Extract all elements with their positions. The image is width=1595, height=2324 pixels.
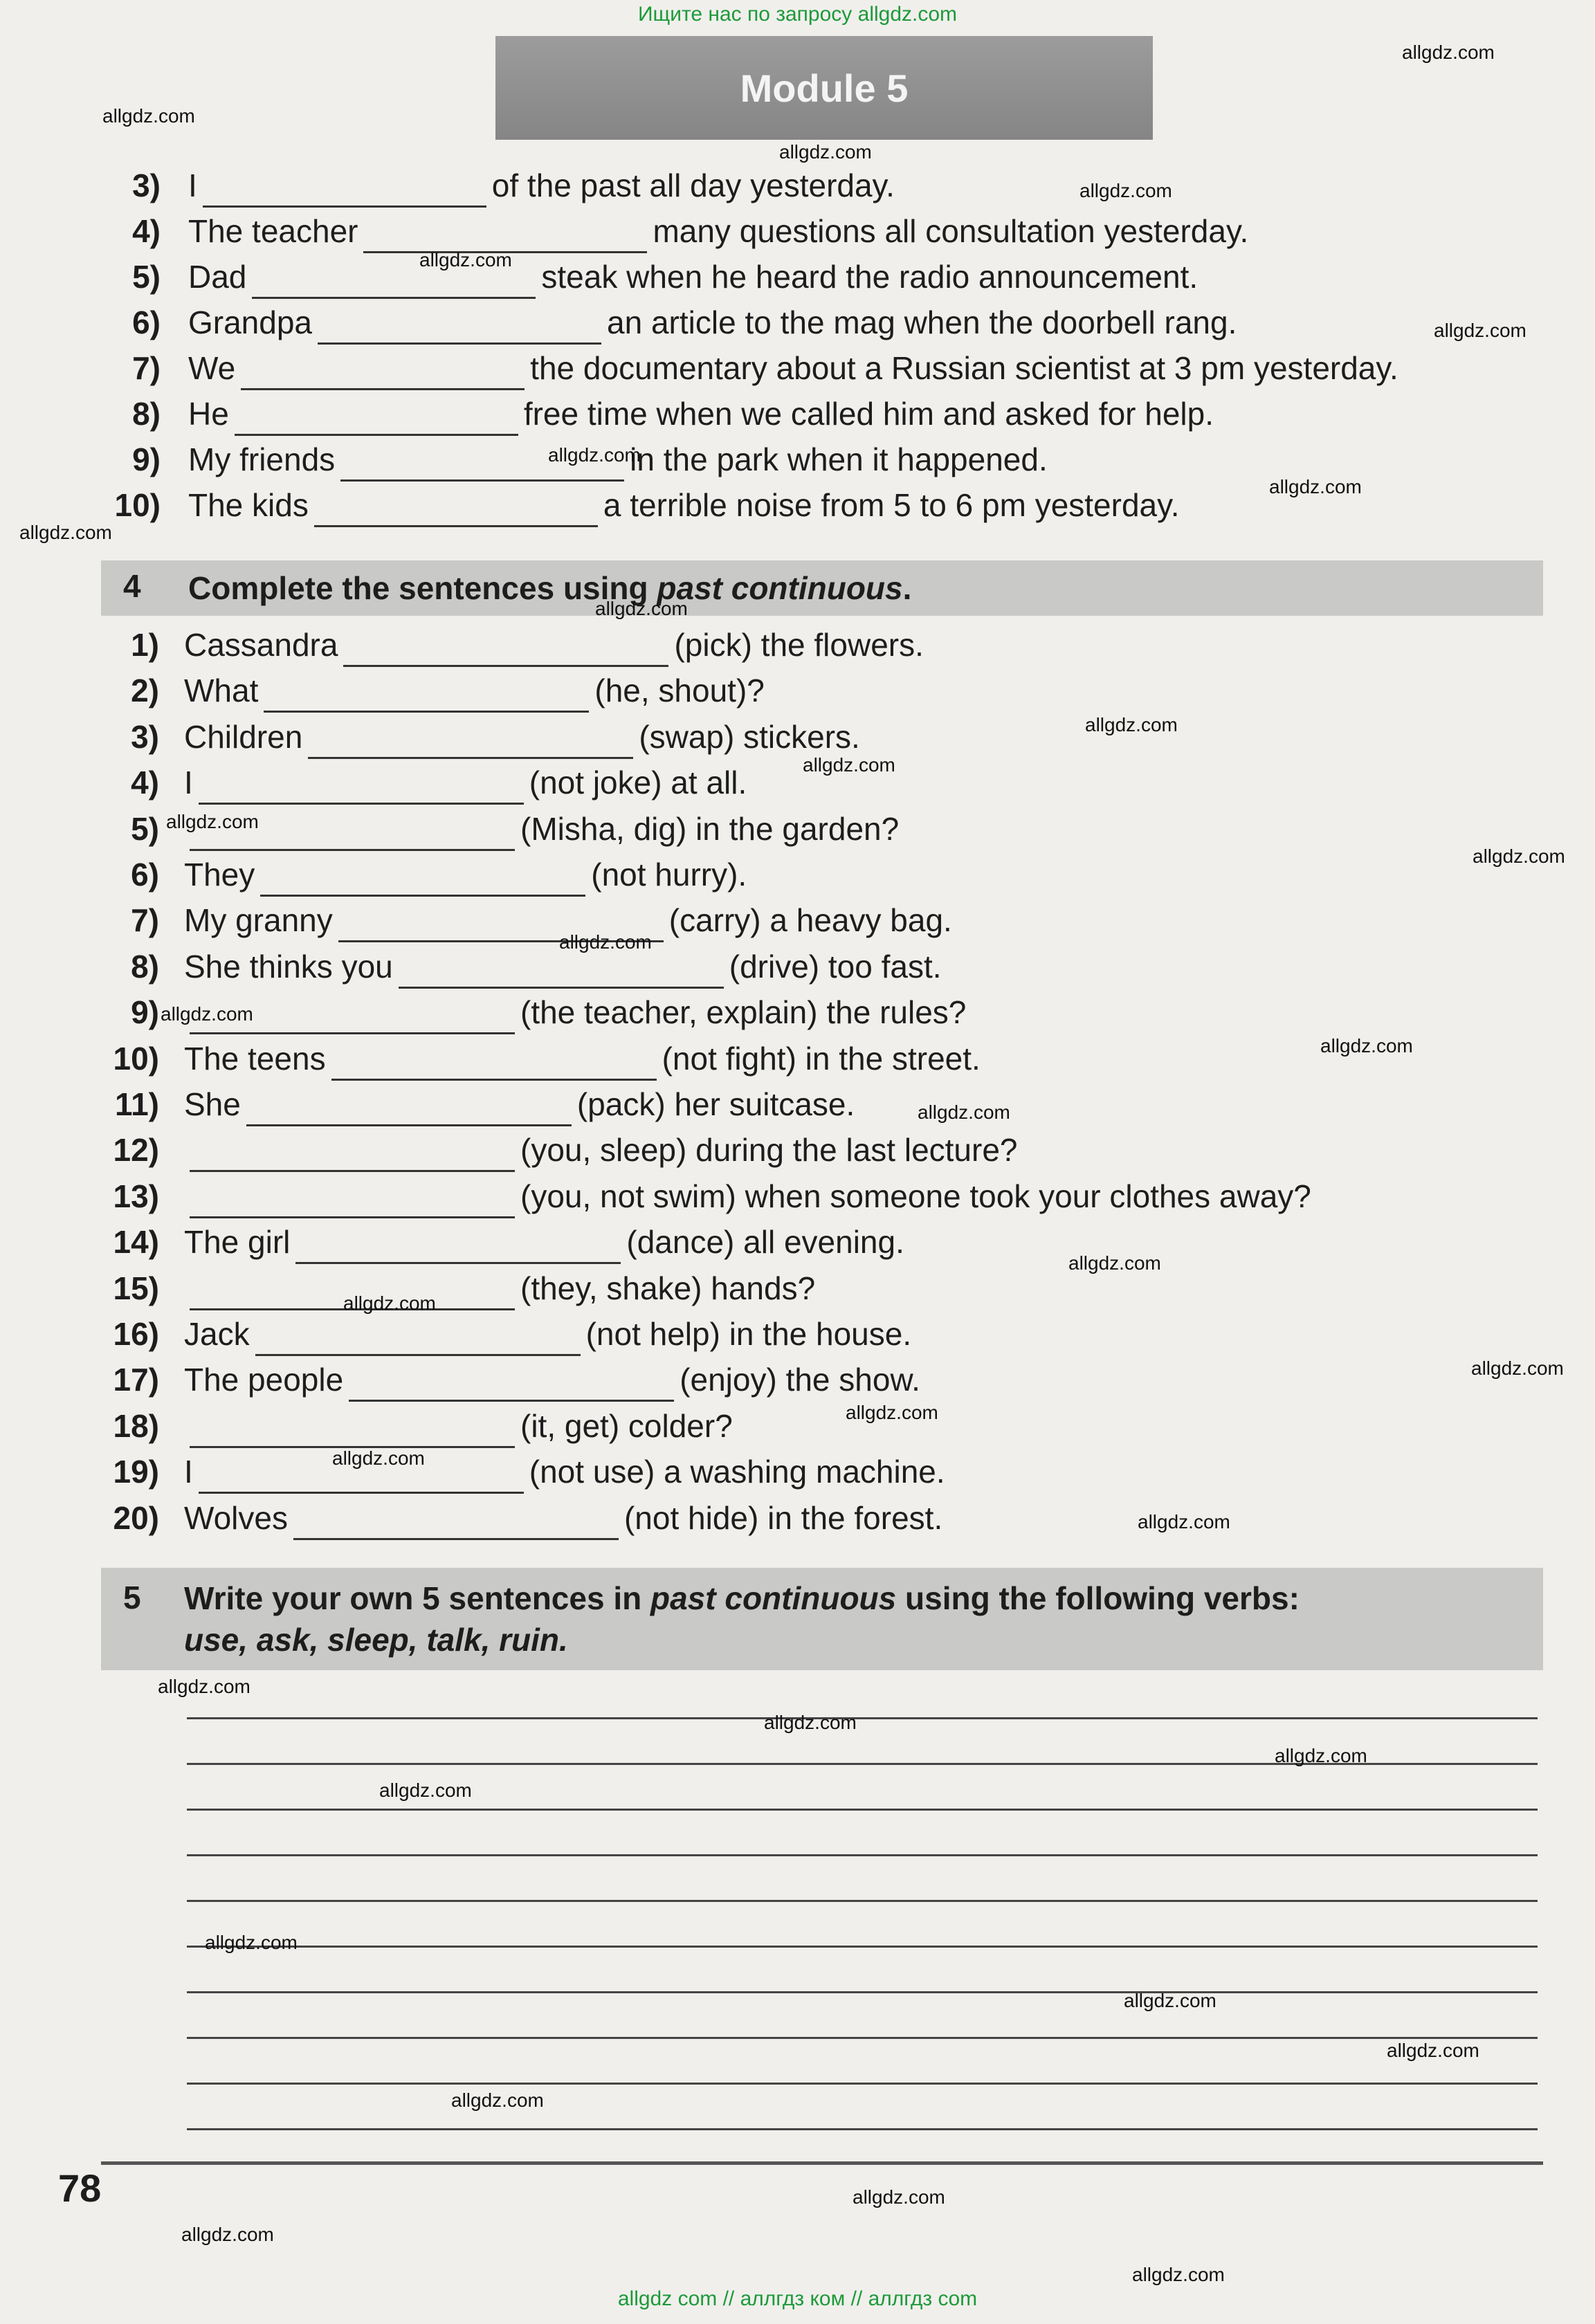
- watermark-link[interactable]: allgdz.com: [1387, 2040, 1479, 2061]
- ex4-item-end: (not joke) at all.: [529, 765, 747, 801]
- writing-line[interactable]: [187, 1717, 1538, 1719]
- ex4-item: [0, 852, 1595, 897]
- ex3-item-sentence: [188, 255, 1198, 299]
- ex3-item: [0, 209, 1595, 253]
- watermark-link[interactable]: allgdz.com: [158, 1676, 250, 1697]
- ex4-item-start: Jack: [184, 1316, 250, 1352]
- ex4-item-number: 10): [113, 1040, 159, 1077]
- ex4-item-number: 7): [131, 902, 159, 939]
- watermark-link[interactable]: allgdz.com: [559, 931, 652, 953]
- ex4-answer-blank[interactable]: [190, 1140, 515, 1172]
- ex4-item-end: (drive) too fast.: [729, 948, 942, 985]
- ex3-item: [0, 300, 1595, 345]
- ex4-item-sentence: [184, 1404, 733, 1448]
- ex4-item-end: (they, shake) hands?: [520, 1270, 816, 1306]
- watermark-link[interactable]: allgdz.com: [419, 249, 512, 271]
- ex3-item-sentence: [188, 392, 1214, 436]
- ex3-item-sentence: [188, 209, 1248, 253]
- ex3-item-start: We: [188, 350, 236, 386]
- watermark-link[interactable]: allgdz.com: [1275, 1745, 1367, 1766]
- ex4-answer-blank[interactable]: [260, 864, 585, 897]
- ex4-item-end: (not hurry).: [591, 857, 747, 893]
- ex4-item-sentence: [184, 1220, 904, 1264]
- exercise-5-number: 5: [123, 1580, 141, 1616]
- ex4-answer-blank[interactable]: [190, 1186, 515, 1218]
- ex3-item-number: 3): [132, 167, 161, 203]
- ex4-item-sentence: [184, 1357, 920, 1402]
- ex4-item: [0, 1357, 1595, 1402]
- ex3-item-number: 8): [132, 396, 161, 432]
- ex3-answer-blank[interactable]: [235, 403, 518, 436]
- watermark-link[interactable]: allgdz.com: [1471, 1357, 1564, 1379]
- ex3-item: [0, 346, 1595, 390]
- ex4-item-end: (the teacher, explain) the rules?: [520, 994, 967, 1031]
- ex4-item-sentence: [184, 668, 765, 713]
- ex4-item-end: (pick) the flowers.: [674, 627, 924, 663]
- ex4-item-start: She: [184, 1086, 241, 1122]
- ex4-answer-blank[interactable]: [199, 772, 524, 805]
- ex4-item: [0, 898, 1595, 942]
- ex4-item-number: 13): [113, 1178, 159, 1214]
- ex4-answer-blank[interactable]: [399, 956, 724, 989]
- writing-line[interactable]: [187, 2128, 1538, 2130]
- ex4-item: [0, 1449, 1595, 1494]
- watermark-link[interactable]: allgdz.com: [166, 811, 259, 832]
- ex4-item: [0, 1266, 1595, 1310]
- ex4-item-sentence: [184, 1449, 945, 1494]
- watermark-link[interactable]: allgdz.com: [803, 754, 895, 776]
- module-header: Module 5: [495, 36, 1153, 140]
- watermark-link[interactable]: allgdz.com: [1269, 476, 1362, 497]
- ex3-item-end: steak when he heard the radio announcement.: [541, 259, 1198, 295]
- ex4-item-end: (swap) stickers.: [639, 718, 860, 755]
- watermark-link[interactable]: allgdz.com: [1320, 1035, 1413, 1056]
- watermark-link[interactable]: allgdz.com: [343, 1292, 436, 1314]
- watermark-link[interactable]: allgdz.com: [379, 1779, 472, 1801]
- ex4-item-number: 11): [115, 1086, 159, 1122]
- ex4-item: [0, 1312, 1595, 1356]
- page-number: 78: [58, 2166, 102, 2210]
- ex3-item-number: 9): [132, 441, 161, 477]
- ex3-item-start: Grandpa: [188, 304, 313, 340]
- watermark-link[interactable]: allgdz.com: [451, 2089, 544, 2111]
- ex3-answer-blank[interactable]: [203, 175, 486, 208]
- ex3-item-end: a terrible noise from 5 to 6 pm yesterday.: [603, 487, 1180, 523]
- ex3-item-sentence: [188, 483, 1180, 527]
- watermark-link[interactable]: allgdz.com: [1068, 1252, 1161, 1274]
- ex4-item-sentence: [184, 760, 747, 805]
- ex4-item-number: 3): [131, 718, 159, 755]
- watermark-link[interactable]: allgdz.com: [1132, 2264, 1225, 2285]
- watermark-link[interactable]: allgdz.com: [918, 1101, 1010, 1123]
- ex4-item-end: (not use) a washing machine.: [529, 1454, 945, 1490]
- ex4-item-number: 2): [131, 673, 159, 709]
- ex3-item-start: The teacher: [188, 213, 358, 249]
- ex4-item-number: 9): [131, 994, 159, 1031]
- ex4-item-number: 19): [113, 1454, 159, 1490]
- ex3-item-end: free time when we called him and asked for help.: [523, 396, 1214, 432]
- ex4-item-end: (enjoy) the show.: [680, 1362, 920, 1398]
- ex4-item-start: She thinks you: [184, 948, 393, 985]
- writing-line[interactable]: [187, 1854, 1538, 1856]
- writing-line[interactable]: [187, 1946, 1538, 1948]
- ex4-item-start: The teens: [184, 1040, 326, 1077]
- ex4-item-end: (you, not swim) when someone took your clothes away?: [520, 1178, 1311, 1214]
- ex4-item: [0, 623, 1595, 667]
- ex4-item-end: (he, shout)?: [594, 673, 765, 709]
- ex3-item-number: 4): [132, 213, 161, 249]
- bottom-banner[interactable]: allgdz com // аллгдз ком // аллгдз com: [617, 2287, 978, 2310]
- ex4-item-end: (not fight) in the street.: [662, 1040, 981, 1077]
- ex3-item-end: in the park when it happened.: [630, 441, 1048, 477]
- ex4-answer-blank[interactable]: [308, 726, 633, 759]
- watermark-link[interactable]: allgdz.com: [764, 1712, 857, 1733]
- ex4-item-number: 6): [131, 857, 159, 893]
- ex4-item-end: (not help) in the house.: [585, 1316, 912, 1352]
- ex4-item: [0, 1174, 1595, 1218]
- ex4-item-end: (it, get) colder?: [520, 1407, 733, 1444]
- ex4-answer-blank[interactable]: [246, 1094, 572, 1126]
- ex4-item-sentence: [184, 990, 966, 1034]
- ex3-item-end: of the past all day yesterday.: [491, 167, 895, 203]
- ex4-item-sentence: [184, 1036, 981, 1081]
- ex4-item-sentence: [184, 852, 747, 897]
- ex4-item: [0, 760, 1595, 805]
- watermark-link[interactable]: allgdz.com: [1434, 320, 1526, 341]
- ex3-item: [0, 163, 1595, 208]
- watermark-link[interactable]: allgdz.com: [332, 1447, 425, 1469]
- ex3-item-start: My friends: [188, 441, 336, 477]
- ex4-item-start: I: [184, 1454, 193, 1490]
- ex4-item: [0, 1404, 1595, 1448]
- ex3-answer-blank[interactable]: [252, 266, 536, 299]
- ex4-item-sentence: [184, 1312, 911, 1356]
- ex4-item-start: The people: [184, 1362, 344, 1398]
- writing-line[interactable]: [187, 2083, 1538, 2085]
- watermark-link[interactable]: allgdz.com: [1473, 845, 1565, 867]
- footer-rule: [101, 2161, 1543, 2165]
- ex4-item-number: 5): [131, 810, 159, 847]
- ex4-answer-blank[interactable]: [264, 680, 589, 713]
- ex4-item: [0, 1128, 1595, 1172]
- ex3-item-start: The kids: [188, 487, 309, 523]
- exercise-4-header: [101, 560, 1543, 616]
- writing-line[interactable]: [187, 2037, 1538, 2039]
- watermark-link[interactable]: allgdz.com: [161, 1003, 253, 1025]
- ex3-item-end: the documentary about a Russian scientist at 3 pm yesterday.: [530, 350, 1398, 386]
- ex4-answer-blank[interactable]: [349, 1369, 674, 1402]
- ex4-item-number: 20): [113, 1499, 159, 1536]
- ex4-answer-blank[interactable]: [190, 1416, 515, 1448]
- ex4-item-sentence: [184, 1266, 815, 1310]
- ex4-item-number: 4): [131, 765, 159, 801]
- ex4-item-sentence: [184, 1496, 942, 1540]
- watermark-link[interactable]: allgdz.com: [853, 2186, 945, 2208]
- watermark-link[interactable]: allgdz.com: [548, 444, 641, 466]
- watermark-link[interactable]: allgdz.com: [1124, 1990, 1216, 2011]
- exercise-5-instruction: Write your own 5 sentences in past continuous using the following verbs: use, ask, sleep, talk, ruin.: [184, 1580, 1300, 1658]
- watermark-link[interactable]: allgdz.com: [1085, 714, 1178, 735]
- ex4-item-sentence: [184, 1174, 1311, 1218]
- ex4-answer-blank[interactable]: [343, 634, 668, 667]
- ex3-answer-blank[interactable]: [318, 312, 601, 345]
- ex3-item-sentence: [188, 163, 895, 208]
- watermark-link[interactable]: allgdz.com: [595, 598, 688, 619]
- ex4-item-end: (dance) all evening.: [626, 1224, 904, 1261]
- watermark-link[interactable]: allgdz.com: [19, 522, 112, 543]
- ex3-item-sentence: [188, 300, 1237, 345]
- ex4-item-start: The girl: [184, 1224, 291, 1261]
- watermark-link[interactable]: allgdz.com: [846, 1402, 938, 1423]
- ex4-item-number: 17): [113, 1362, 159, 1398]
- ex4-item-start: Wolves: [184, 1499, 288, 1536]
- watermark-link[interactable]: allgdz.com: [779, 141, 872, 163]
- exercise-5-header: [101, 1568, 1543, 1670]
- ex4-item-number: 8): [131, 948, 159, 985]
- ex4-item: [0, 1220, 1595, 1264]
- ex4-item: [0, 668, 1595, 713]
- watermark-link[interactable]: allgdz.com: [181, 2224, 274, 2245]
- watermark-link[interactable]: allgdz.com: [1402, 42, 1495, 63]
- ex4-item-number: 12): [113, 1132, 159, 1169]
- ex4-item-sentence: [184, 807, 899, 851]
- ex4-item-end: (pack) her suitcase.: [576, 1086, 855, 1122]
- ex3-item-end: an article to the mag when the doorbell rang.: [607, 304, 1237, 340]
- ex3-item: [0, 437, 1595, 482]
- ex4-item-start: My granny: [184, 902, 333, 939]
- ex3-item-number: 7): [132, 350, 161, 386]
- ex4-item-start: They: [184, 857, 255, 893]
- ex4-answer-blank[interactable]: [331, 1048, 657, 1081]
- ex4-item-start: What: [184, 673, 259, 709]
- ex3-item-number: 5): [132, 259, 161, 295]
- ex4-item: [0, 715, 1595, 759]
- top-banner[interactable]: Ищите нас по запросу allgdz.com: [637, 3, 958, 26]
- ex4-item-end: (Misha, dig) in the garden?: [520, 810, 900, 847]
- ex3-item-start: Dad: [188, 259, 247, 295]
- watermark-link[interactable]: allgdz.com: [1079, 180, 1172, 201]
- ex4-item-start: Cassandra: [184, 627, 338, 663]
- ex4-answer-blank[interactable]: [295, 1232, 621, 1264]
- ex3-item-number: 6): [132, 304, 161, 340]
- ex4-item-number: 14): [113, 1224, 159, 1261]
- ex4-item: [0, 1082, 1595, 1126]
- ex4-item-number: 18): [113, 1407, 159, 1444]
- ex4-item-sentence: [184, 623, 924, 667]
- writing-line[interactable]: [187, 1991, 1538, 1993]
- ex3-item-start: I: [188, 167, 197, 203]
- watermark-link[interactable]: allgdz.com: [1138, 1511, 1230, 1532]
- ex3-item: [0, 255, 1595, 299]
- ex3-answer-blank[interactable]: [363, 221, 647, 253]
- ex4-item-number: 15): [113, 1270, 159, 1306]
- ex4-item: [0, 944, 1595, 989]
- ex4-item-end: (not hide) in the forest.: [623, 1499, 943, 1536]
- ex3-item-end: many questions all consultation yesterday.: [653, 213, 1249, 249]
- ex3-item: [0, 392, 1595, 436]
- exercise-4-instruction: Complete the sentences using past continuous.: [188, 570, 912, 606]
- ex4-item-start: I: [184, 765, 193, 801]
- ex3-item-start: He: [188, 396, 229, 432]
- ex4-item-number: 1): [131, 627, 159, 663]
- ex4-answer-blank[interactable]: [293, 1508, 619, 1540]
- ex4-item-end: (carry) a heavy bag.: [668, 902, 952, 939]
- ex4-item-number: 16): [113, 1316, 159, 1352]
- watermark-link[interactable]: allgdz.com: [205, 1932, 298, 1953]
- watermark-link[interactable]: allgdz.com: [102, 105, 195, 127]
- ex3-answer-blank[interactable]: [241, 358, 525, 390]
- ex4-item-start: Children: [184, 718, 303, 755]
- ex4-item-end: (you, sleep) during the last lecture?: [520, 1132, 1018, 1169]
- writing-line[interactable]: [187, 1809, 1538, 1811]
- ex3-item-number: 10): [114, 487, 161, 523]
- ex4-item: [0, 1496, 1595, 1540]
- ex4-item-sentence: [184, 715, 860, 759]
- ex4-item-sentence: [184, 1128, 1018, 1172]
- ex3-answer-blank[interactable]: [314, 495, 598, 527]
- ex4-answer-blank[interactable]: [255, 1324, 581, 1356]
- writing-line[interactable]: [187, 1900, 1538, 1902]
- ex3-item-sentence: [188, 346, 1398, 390]
- ex4-item-sentence: [184, 1082, 855, 1126]
- exercise-4-number: 4: [123, 568, 141, 604]
